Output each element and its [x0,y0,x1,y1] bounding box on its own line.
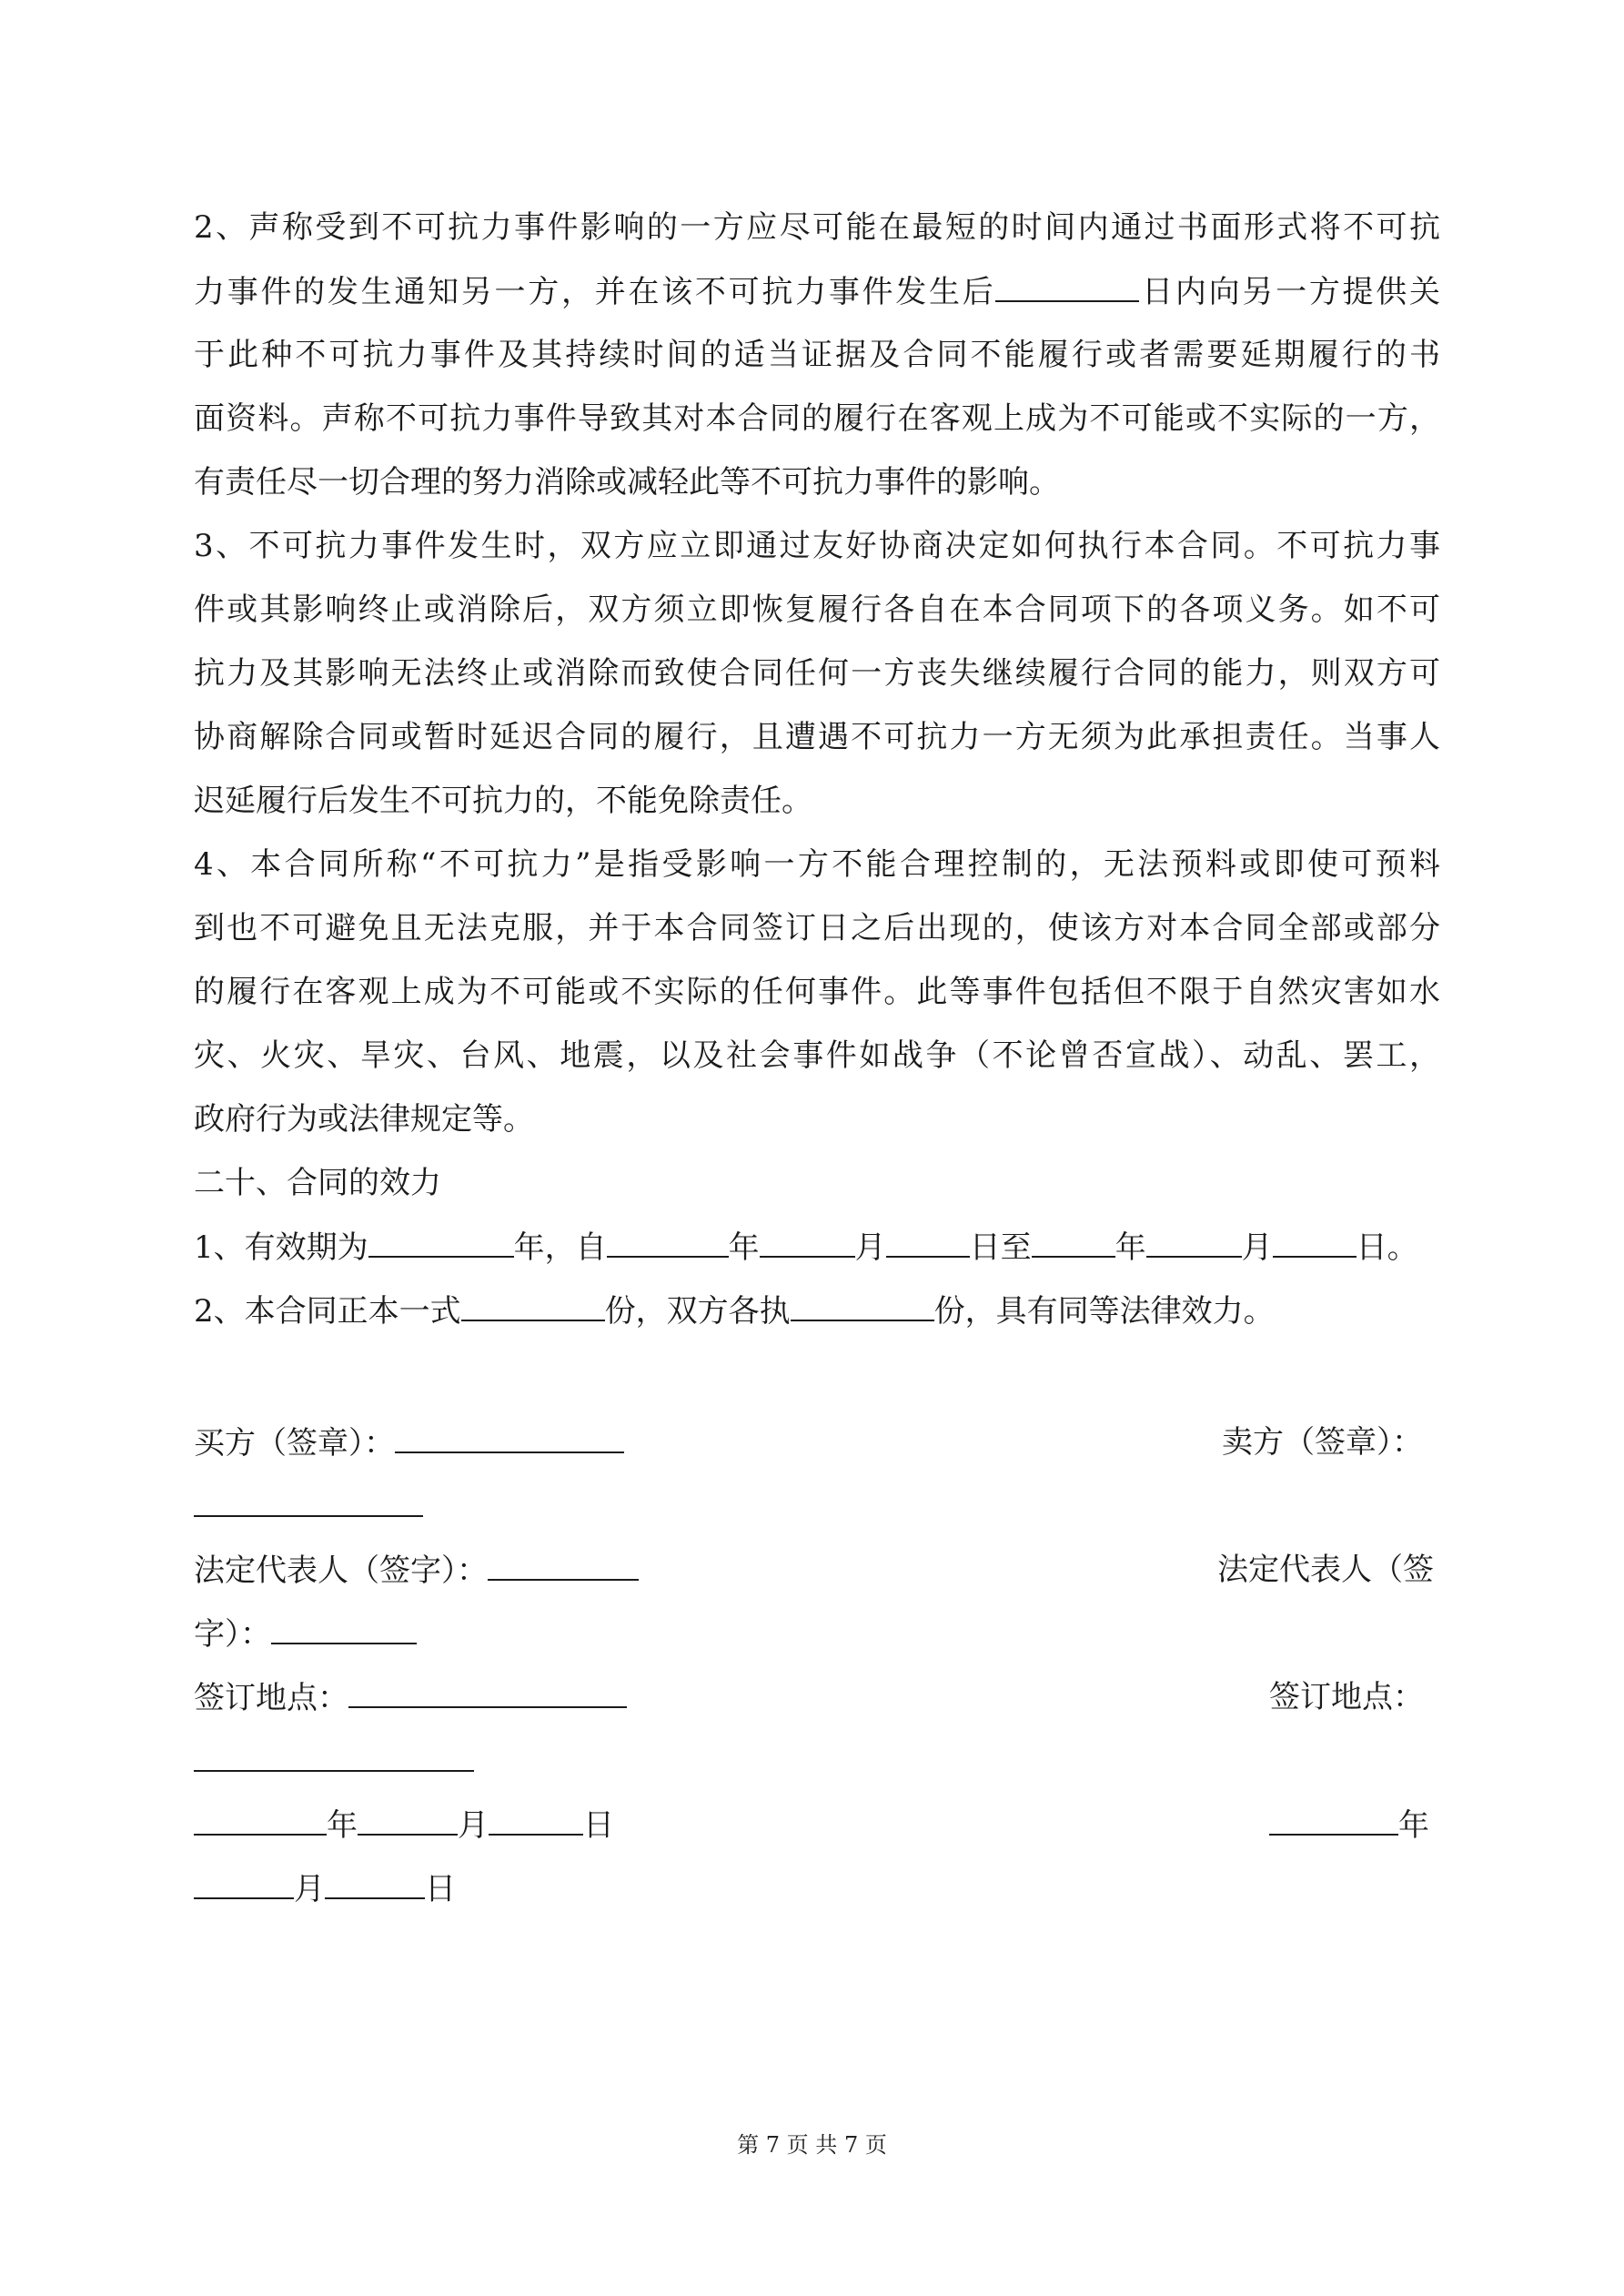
paragraph-4-line-1: 4、本合同所称“不可抗力”是指受影响一方不能合理控制的，无法预料或即使可预料 [194,846,1440,883]
buyer-date-year-blank[interactable] [194,1806,327,1836]
paragraph-3-line-4: 协商解除合同或暂时延迟合同的履行，且遭遇不可抗力一方无须为此承担责任。当事人 [194,719,1440,755]
seller-date-day-label: 日 [425,1871,456,1907]
term-prefix: 1、有效期为 [194,1229,368,1266]
validity-term-line [194,1229,1440,1266]
term-years-blank[interactable] [368,1229,514,1258]
buyer-seal-line [194,1424,624,1462]
days-blank[interactable] [995,273,1139,302]
start-month-label: 月 [854,1229,886,1266]
seller-legal-rep-label: 法定代表人（签 [1217,1552,1434,1588]
buyer-seal-blank[interactable] [395,1424,624,1453]
section-heading: 二十、合同的效力 [194,1165,441,1201]
seller-date-year-blank[interactable] [1269,1806,1398,1836]
paragraph-2-line-4: 面资料。声称不可抗力事件导致其对本合同的履行在客观上成为不可能或不实际的一方， [194,400,1440,437]
seller-legal-rep-line [194,1615,417,1653]
start-day-blank[interactable] [886,1229,970,1258]
buyer-date-day-label: 日 [583,1807,614,1844]
buyer-legal-rep-line [194,1552,639,1589]
paragraph-4-line-4: 灾、火灾、旱灾、台风、地震，以及社会事件如战争（不论曾否宣战）、动乱、罢工， [194,1037,1440,1074]
buyer-legal-rep-label: 法定代表人（签字）： [194,1553,488,1589]
paragraph-3-line-5: 迟延履行后发生不可抗力的，不能免除责任。 [194,783,812,819]
buyer-date-year-label: 年 [327,1807,358,1844]
seller-place-blank[interactable] [194,1743,474,1772]
term-year-label: 年，自 [513,1229,607,1266]
seller-seal-blank[interactable] [194,1488,423,1517]
each-copies-blank[interactable] [791,1292,934,1321]
seller-legal-rep-blank[interactable] [271,1615,417,1644]
total-copies-blank[interactable] [461,1292,605,1321]
seller-seal-label: 卖方（签章）： [1222,1424,1423,1461]
buyer-date-month-blank[interactable] [358,1806,458,1836]
paragraph-2-line-1: 2、声称受到不可抗力事件影响的一方应尽可能在最短的时间内通过书面形式将不可抗 [194,209,1440,246]
seller-legal-rep-label-cont: 字）： [194,1616,271,1653]
buyer-place-blank[interactable] [348,1679,627,1708]
seller-date-year-line [1269,1806,1429,1844]
start-year-label: 年 [728,1229,760,1266]
seller-place-label: 签订地点： [1269,1679,1424,1715]
seller-date-line [194,1870,456,1907]
paragraph-4-line-5: 政府行为或法律规定等。 [194,1101,534,1138]
seller-date-month-label: 月 [294,1871,325,1907]
buyer-place-line [194,1679,627,1716]
paragraph-3-line-1: 3、不可抗力事件发生时，双方应立即通过友好协商决定如何执行本合同。不可抗力事 [194,528,1440,564]
start-month-blank[interactable] [760,1229,855,1258]
buyer-date-day-blank[interactable] [489,1806,583,1836]
start-year-blank[interactable] [607,1229,729,1258]
end-day-blank[interactable] [1273,1229,1357,1258]
end-year-blank[interactable] [1032,1229,1115,1258]
paragraph-2-line-3: 于此种不可抗力事件及其持续时间的适当证据及合同不能履行或者需要延期履行的书 [194,337,1440,373]
paragraph-3-line-3: 抗力及其影响无法终止或消除而致使合同任何一方丧失继续履行合同的能力，则双方可 [194,655,1440,692]
paragraph-2-line-2-text-b: 日内向另一方提供关 [1139,274,1440,310]
end-month-blank[interactable] [1146,1229,1242,1258]
seller-date-year-label: 年 [1398,1807,1429,1844]
buyer-place-label: 签订地点： [194,1680,348,1716]
seller-date-day-blank[interactable] [325,1870,425,1899]
seller-seal-line [194,1488,423,1525]
paragraph-2-line-2-text-a: 力事件的发生通知另一方，并在该不可抗力事件发生后 [194,274,996,310]
start-day-label: 日至 [969,1229,1032,1266]
buyer-seal-label: 买方（签章）： [194,1425,395,1462]
copies-prefix: 2、本合同正本一式 [194,1293,461,1330]
end-month-label: 月 [1241,1229,1273,1266]
paragraph-4-line-3: 的履行在客观上成为不可能或不实际的任何事件。此等事件包括但不限于自然灾害如水 [194,974,1440,1010]
copies-line [194,1292,1440,1330]
paragraph-4-line-2: 到也不可避免且无法克服，并于本合同签订日之后出现的，使该方对本合同全部或部分 [194,910,1440,946]
page-number: 第 7 页 共 7 页 [737,2132,887,2158]
copies-suffix: 份，具有同等法律效力。 [933,1293,1275,1330]
paragraph-3-line-2: 件或其影响终止或消除后，双方须立即恢复履行各自在本合同项下的各项义务。如不可 [194,592,1440,628]
end-day-label: 日。 [1356,1229,1418,1266]
buyer-date-line [194,1806,614,1844]
buyer-date-month-label: 月 [458,1807,489,1844]
end-year-label: 年 [1115,1229,1146,1266]
copies-mid: 份，双方各执 [604,1293,791,1330]
paragraph-2-line-5: 有责任尽一切合理的努力消除或减轻此等不可抗力事件的影响。 [194,464,1060,501]
seller-place-line [194,1743,474,1780]
paragraph-2-line-2 [194,273,1440,310]
buyer-legal-rep-blank[interactable] [488,1552,639,1581]
seller-date-month-blank[interactable] [194,1870,294,1899]
